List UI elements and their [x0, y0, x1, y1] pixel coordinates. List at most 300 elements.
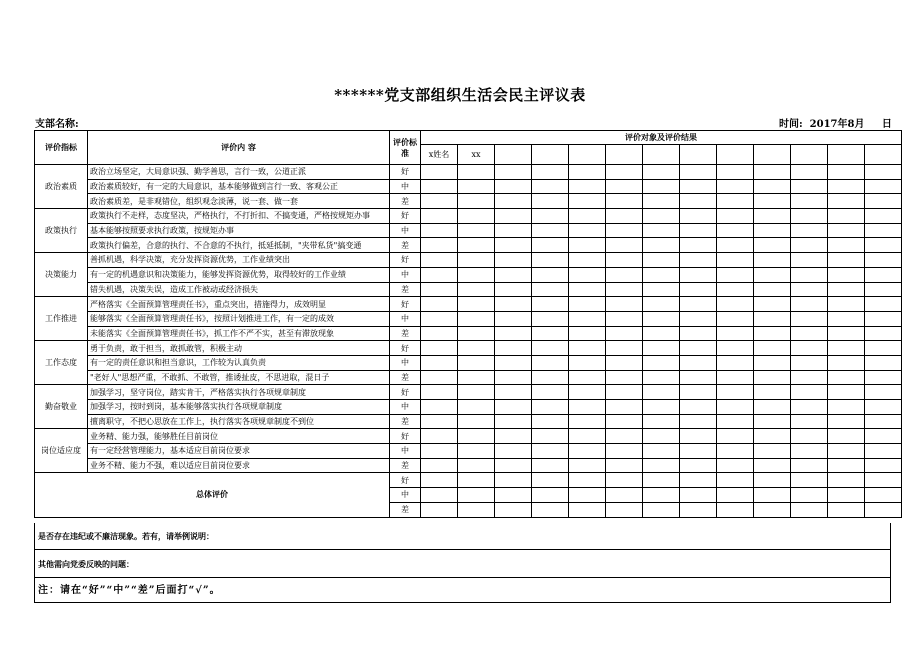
rating-cell[interactable]: [458, 165, 495, 180]
rating-cell[interactable]: [680, 267, 717, 282]
rating-cell[interactable]: [643, 165, 680, 180]
rating-cell[interactable]: [421, 238, 458, 253]
rating-cell[interactable]: [495, 488, 532, 503]
rating-cell[interactable]: [421, 429, 458, 444]
rating-cell[interactable]: [791, 488, 828, 503]
rating-cell[interactable]: [680, 414, 717, 429]
rating-cell[interactable]: [680, 326, 717, 341]
rating-cell[interactable]: [606, 458, 643, 473]
rating-cell[interactable]: [532, 473, 569, 488]
rating-cell[interactable]: [791, 473, 828, 488]
rating-cell[interactable]: [717, 414, 754, 429]
rating-cell[interactable]: [865, 223, 902, 238]
rating-cell[interactable]: [532, 297, 569, 312]
rating-cell[interactable]: [791, 385, 828, 400]
rating-cell[interactable]: [421, 400, 458, 415]
rating-cell[interactable]: [717, 444, 754, 459]
rating-cell[interactable]: [865, 355, 902, 370]
rating-cell[interactable]: [569, 488, 606, 503]
rating-cell[interactable]: [458, 297, 495, 312]
rating-cell[interactable]: [606, 311, 643, 326]
rating-cell[interactable]: [828, 400, 865, 415]
rating-cell[interactable]: [421, 194, 458, 209]
rating-cell[interactable]: [754, 253, 791, 268]
rating-cell[interactable]: [791, 429, 828, 444]
rating-cell[interactable]: [421, 326, 458, 341]
target-name-cell[interactable]: [717, 145, 754, 165]
rating-cell[interactable]: [495, 282, 532, 297]
rating-cell[interactable]: [532, 209, 569, 224]
rating-cell[interactable]: [569, 444, 606, 459]
rating-cell[interactable]: [606, 326, 643, 341]
rating-cell[interactable]: [532, 488, 569, 503]
rating-cell[interactable]: [680, 179, 717, 194]
rating-cell[interactable]: [421, 444, 458, 459]
rating-cell[interactable]: [643, 414, 680, 429]
rating-cell[interactable]: [643, 223, 680, 238]
rating-cell[interactable]: [717, 429, 754, 444]
rating-cell[interactable]: [569, 502, 606, 517]
rating-cell[interactable]: [495, 267, 532, 282]
rating-cell[interactable]: [717, 282, 754, 297]
rating-cell[interactable]: [717, 458, 754, 473]
rating-cell[interactable]: [495, 370, 532, 385]
rating-cell[interactable]: [643, 473, 680, 488]
rating-cell[interactable]: [458, 238, 495, 253]
rating-cell[interactable]: [495, 414, 532, 429]
rating-cell[interactable]: [643, 311, 680, 326]
rating-cell[interactable]: [421, 267, 458, 282]
rating-cell[interactable]: [569, 355, 606, 370]
rating-cell[interactable]: [865, 311, 902, 326]
rating-cell[interactable]: [495, 209, 532, 224]
rating-cell[interactable]: [791, 458, 828, 473]
rating-cell[interactable]: [791, 282, 828, 297]
rating-cell[interactable]: [532, 458, 569, 473]
rating-cell[interactable]: [791, 209, 828, 224]
target-name-cell[interactable]: [754, 145, 791, 165]
rating-cell[interactable]: [606, 488, 643, 503]
rating-cell[interactable]: [828, 488, 865, 503]
rating-cell[interactable]: [865, 473, 902, 488]
rating-cell[interactable]: [569, 341, 606, 356]
rating-cell[interactable]: [532, 253, 569, 268]
rating-cell[interactable]: [643, 400, 680, 415]
target-name-cell[interactable]: xx: [458, 145, 495, 165]
rating-cell[interactable]: [458, 355, 495, 370]
rating-cell[interactable]: [421, 473, 458, 488]
rating-cell[interactable]: [680, 458, 717, 473]
rating-cell[interactable]: [421, 209, 458, 224]
rating-cell[interactable]: [791, 311, 828, 326]
rating-cell[interactable]: [828, 209, 865, 224]
rating-cell[interactable]: [643, 355, 680, 370]
rating-cell[interactable]: [606, 194, 643, 209]
rating-cell[interactable]: [680, 429, 717, 444]
rating-cell[interactable]: [458, 311, 495, 326]
rating-cell[interactable]: [458, 488, 495, 503]
rating-cell[interactable]: [865, 400, 902, 415]
rating-cell[interactable]: [754, 458, 791, 473]
rating-cell[interactable]: [865, 253, 902, 268]
rating-cell[interactable]: [532, 194, 569, 209]
rating-cell[interactable]: [532, 385, 569, 400]
rating-cell[interactable]: [828, 458, 865, 473]
rating-cell[interactable]: [532, 341, 569, 356]
rating-cell[interactable]: [458, 223, 495, 238]
rating-cell[interactable]: [828, 429, 865, 444]
rating-cell[interactable]: [828, 473, 865, 488]
rating-cell[interactable]: [754, 444, 791, 459]
rating-cell[interactable]: [421, 282, 458, 297]
target-name-cell[interactable]: [865, 145, 902, 165]
rating-cell[interactable]: [495, 165, 532, 180]
rating-cell[interactable]: [754, 297, 791, 312]
rating-cell[interactable]: [569, 282, 606, 297]
rating-cell[interactable]: [569, 458, 606, 473]
rating-cell[interactable]: [717, 253, 754, 268]
rating-cell[interactable]: [643, 179, 680, 194]
rating-cell[interactable]: [754, 355, 791, 370]
rating-cell[interactable]: [717, 400, 754, 415]
rating-cell[interactable]: [643, 297, 680, 312]
rating-cell[interactable]: [865, 209, 902, 224]
rating-cell[interactable]: [421, 370, 458, 385]
rating-cell[interactable]: [865, 282, 902, 297]
rating-cell[interactable]: [754, 488, 791, 503]
rating-cell[interactable]: [458, 473, 495, 488]
rating-cell[interactable]: [791, 370, 828, 385]
rating-cell[interactable]: [606, 341, 643, 356]
rating-cell[interactable]: [458, 444, 495, 459]
rating-cell[interactable]: [643, 194, 680, 209]
rating-cell[interactable]: [865, 297, 902, 312]
rating-cell[interactable]: [606, 355, 643, 370]
rating-cell[interactable]: [643, 238, 680, 253]
rating-cell[interactable]: [865, 326, 902, 341]
rating-cell[interactable]: [828, 282, 865, 297]
rating-cell[interactable]: [532, 311, 569, 326]
rating-cell[interactable]: [569, 385, 606, 400]
rating-cell[interactable]: [754, 282, 791, 297]
rating-cell[interactable]: [643, 341, 680, 356]
rating-cell[interactable]: [532, 370, 569, 385]
rating-cell[interactable]: [495, 355, 532, 370]
rating-cell[interactable]: [532, 179, 569, 194]
rating-cell[interactable]: [495, 194, 532, 209]
rating-cell[interactable]: [680, 400, 717, 415]
rating-cell[interactable]: [791, 267, 828, 282]
rating-cell[interactable]: [532, 223, 569, 238]
rating-cell[interactable]: [458, 370, 495, 385]
rating-cell[interactable]: [532, 429, 569, 444]
rating-cell[interactable]: [791, 297, 828, 312]
rating-cell[interactable]: [421, 502, 458, 517]
rating-cell[interactable]: [717, 326, 754, 341]
target-name-cell[interactable]: [495, 145, 532, 165]
rating-cell[interactable]: [532, 444, 569, 459]
rating-cell[interactable]: [791, 502, 828, 517]
rating-cell[interactable]: [717, 355, 754, 370]
rating-cell[interactable]: [532, 267, 569, 282]
rating-cell[interactable]: [606, 370, 643, 385]
rating-cell[interactable]: [495, 458, 532, 473]
rating-cell[interactable]: [532, 238, 569, 253]
rating-cell[interactable]: [569, 194, 606, 209]
rating-cell[interactable]: [828, 179, 865, 194]
rating-cell[interactable]: [421, 385, 458, 400]
rating-cell[interactable]: [754, 209, 791, 224]
rating-cell[interactable]: [532, 165, 569, 180]
rating-cell[interactable]: [458, 282, 495, 297]
rating-cell[interactable]: [717, 194, 754, 209]
rating-cell[interactable]: [569, 223, 606, 238]
rating-cell[interactable]: [791, 238, 828, 253]
rating-cell[interactable]: [828, 194, 865, 209]
target-name-cell[interactable]: [643, 145, 680, 165]
rating-cell[interactable]: [754, 502, 791, 517]
rating-cell[interactable]: [717, 209, 754, 224]
rating-cell[interactable]: [717, 238, 754, 253]
rating-cell[interactable]: [569, 414, 606, 429]
rating-cell[interactable]: [828, 502, 865, 517]
rating-cell[interactable]: [458, 326, 495, 341]
rating-cell[interactable]: [865, 488, 902, 503]
rating-cell[interactable]: [495, 297, 532, 312]
rating-cell[interactable]: [495, 311, 532, 326]
rating-cell[interactable]: [865, 194, 902, 209]
rating-cell[interactable]: [421, 297, 458, 312]
rating-cell[interactable]: [680, 209, 717, 224]
rating-cell[interactable]: [680, 223, 717, 238]
rating-cell[interactable]: [569, 429, 606, 444]
target-name-cell[interactable]: x姓名: [421, 145, 458, 165]
rating-cell[interactable]: [495, 223, 532, 238]
rating-cell[interactable]: [717, 488, 754, 503]
rating-cell[interactable]: [569, 370, 606, 385]
rating-cell[interactable]: [495, 253, 532, 268]
rating-cell[interactable]: [421, 355, 458, 370]
rating-cell[interactable]: [458, 194, 495, 209]
rating-cell[interactable]: [569, 400, 606, 415]
rating-cell[interactable]: [643, 458, 680, 473]
rating-cell[interactable]: [495, 385, 532, 400]
rating-cell[interactable]: [569, 209, 606, 224]
rating-cell[interactable]: [754, 223, 791, 238]
rating-cell[interactable]: [828, 326, 865, 341]
rating-cell[interactable]: [865, 267, 902, 282]
rating-cell[interactable]: [717, 341, 754, 356]
rating-cell[interactable]: [495, 326, 532, 341]
rating-cell[interactable]: [717, 370, 754, 385]
rating-cell[interactable]: [643, 282, 680, 297]
rating-cell[interactable]: [458, 267, 495, 282]
rating-cell[interactable]: [680, 502, 717, 517]
rating-cell[interactable]: [458, 502, 495, 517]
rating-cell[interactable]: [865, 502, 902, 517]
rating-cell[interactable]: [606, 282, 643, 297]
rating-cell[interactable]: [754, 165, 791, 180]
rating-cell[interactable]: [754, 194, 791, 209]
rating-cell[interactable]: [606, 179, 643, 194]
rating-cell[interactable]: [643, 429, 680, 444]
rating-cell[interactable]: [606, 297, 643, 312]
rating-cell[interactable]: [828, 370, 865, 385]
rating-cell[interactable]: [754, 473, 791, 488]
rating-cell[interactable]: [791, 326, 828, 341]
rating-cell[interactable]: [717, 179, 754, 194]
rating-cell[interactable]: [569, 267, 606, 282]
rating-cell[interactable]: [717, 311, 754, 326]
rating-cell[interactable]: [495, 429, 532, 444]
rating-cell[interactable]: [606, 429, 643, 444]
rating-cell[interactable]: [643, 370, 680, 385]
rating-cell[interactable]: [680, 297, 717, 312]
rating-cell[interactable]: [680, 488, 717, 503]
rating-cell[interactable]: [495, 473, 532, 488]
rating-cell[interactable]: [606, 238, 643, 253]
rating-cell[interactable]: [865, 341, 902, 356]
rating-cell[interactable]: [495, 400, 532, 415]
target-name-cell[interactable]: [569, 145, 606, 165]
rating-cell[interactable]: [643, 385, 680, 400]
rating-cell[interactable]: [569, 297, 606, 312]
rating-cell[interactable]: [680, 282, 717, 297]
rating-cell[interactable]: [421, 458, 458, 473]
target-name-cell[interactable]: [532, 145, 569, 165]
rating-cell[interactable]: [532, 355, 569, 370]
rating-cell[interactable]: [828, 223, 865, 238]
rating-cell[interactable]: [532, 282, 569, 297]
rating-cell[interactable]: [828, 253, 865, 268]
rating-cell[interactable]: [458, 385, 495, 400]
rating-cell[interactable]: [532, 400, 569, 415]
rating-cell[interactable]: [717, 473, 754, 488]
rating-cell[interactable]: [606, 267, 643, 282]
rating-cell[interactable]: [421, 414, 458, 429]
rating-cell[interactable]: [791, 179, 828, 194]
rating-cell[interactable]: [791, 355, 828, 370]
rating-cell[interactable]: [421, 311, 458, 326]
rating-cell[interactable]: [643, 488, 680, 503]
rating-cell[interactable]: [754, 370, 791, 385]
rating-cell[interactable]: [569, 473, 606, 488]
rating-cell[interactable]: [865, 414, 902, 429]
target-name-cell[interactable]: [791, 145, 828, 165]
rating-cell[interactable]: [865, 370, 902, 385]
rating-cell[interactable]: [791, 223, 828, 238]
rating-cell[interactable]: [754, 341, 791, 356]
rating-cell[interactable]: [717, 297, 754, 312]
rating-cell[interactable]: [717, 267, 754, 282]
rating-cell[interactable]: [458, 400, 495, 415]
rating-cell[interactable]: [606, 165, 643, 180]
rating-cell[interactable]: [828, 311, 865, 326]
rating-cell[interactable]: [606, 400, 643, 415]
rating-cell[interactable]: [606, 253, 643, 268]
rating-cell[interactable]: [569, 238, 606, 253]
rating-cell[interactable]: [421, 488, 458, 503]
rating-cell[interactable]: [458, 253, 495, 268]
rating-cell[interactable]: [606, 473, 643, 488]
rating-cell[interactable]: [680, 385, 717, 400]
rating-cell[interactable]: [643, 326, 680, 341]
rating-cell[interactable]: [458, 179, 495, 194]
rating-cell[interactable]: [495, 341, 532, 356]
rating-cell[interactable]: [569, 165, 606, 180]
rating-cell[interactable]: [680, 253, 717, 268]
rating-cell[interactable]: [791, 400, 828, 415]
rating-cell[interactable]: [717, 385, 754, 400]
rating-cell[interactable]: [828, 297, 865, 312]
rating-cell[interactable]: [458, 458, 495, 473]
rating-cell[interactable]: [680, 370, 717, 385]
rating-cell[interactable]: [754, 414, 791, 429]
rating-cell[interactable]: [754, 429, 791, 444]
rating-cell[interactable]: [458, 429, 495, 444]
rating-cell[interactable]: [643, 267, 680, 282]
target-name-cell[interactable]: [606, 145, 643, 165]
rating-cell[interactable]: [421, 253, 458, 268]
target-name-cell[interactable]: [680, 145, 717, 165]
rating-cell[interactable]: [865, 385, 902, 400]
target-name-cell[interactable]: [828, 145, 865, 165]
rating-cell[interactable]: [643, 444, 680, 459]
rating-cell[interactable]: [606, 209, 643, 224]
rating-cell[interactable]: [754, 238, 791, 253]
rating-cell[interactable]: [680, 473, 717, 488]
rating-cell[interactable]: [680, 238, 717, 253]
rating-cell[interactable]: [754, 326, 791, 341]
rating-cell[interactable]: [421, 223, 458, 238]
rating-cell[interactable]: [754, 179, 791, 194]
rating-cell[interactable]: [680, 165, 717, 180]
rating-cell[interactable]: [717, 165, 754, 180]
rating-cell[interactable]: [606, 223, 643, 238]
rating-cell[interactable]: [680, 444, 717, 459]
rating-cell[interactable]: [643, 253, 680, 268]
rating-cell[interactable]: [569, 253, 606, 268]
rating-cell[interactable]: [680, 311, 717, 326]
rating-cell[interactable]: [791, 194, 828, 209]
rating-cell[interactable]: [828, 267, 865, 282]
rating-cell[interactable]: [421, 165, 458, 180]
rating-cell[interactable]: [791, 165, 828, 180]
rating-cell[interactable]: [495, 238, 532, 253]
rating-cell[interactable]: [606, 444, 643, 459]
rating-cell[interactable]: [532, 414, 569, 429]
rating-cell[interactable]: [717, 223, 754, 238]
rating-cell[interactable]: [828, 238, 865, 253]
rating-cell[interactable]: [791, 414, 828, 429]
rating-cell[interactable]: [865, 429, 902, 444]
rating-cell[interactable]: [754, 311, 791, 326]
rating-cell[interactable]: [865, 444, 902, 459]
rating-cell[interactable]: [754, 385, 791, 400]
rating-cell[interactable]: [865, 165, 902, 180]
rating-cell[interactable]: [754, 267, 791, 282]
rating-cell[interactable]: [421, 341, 458, 356]
rating-cell[interactable]: [606, 385, 643, 400]
rating-cell[interactable]: [532, 502, 569, 517]
rating-cell[interactable]: [828, 444, 865, 459]
rating-cell[interactable]: [680, 355, 717, 370]
rating-cell[interactable]: [791, 341, 828, 356]
rating-cell[interactable]: [828, 355, 865, 370]
rating-cell[interactable]: [680, 341, 717, 356]
rating-cell[interactable]: [828, 341, 865, 356]
rating-cell[interactable]: [717, 502, 754, 517]
